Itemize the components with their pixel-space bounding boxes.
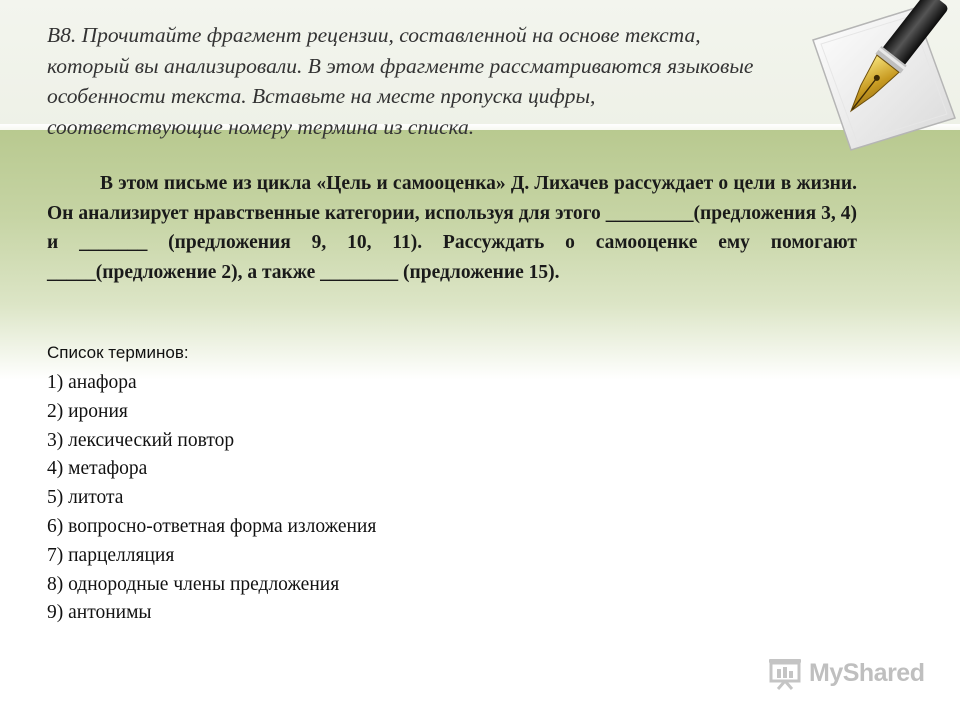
- answer-blank-4: ________: [320, 261, 399, 283]
- list-item: 3) лексический повтор: [47, 429, 235, 451]
- watermark-text: MyShared: [809, 658, 925, 687]
- list-item: 1) анафора: [47, 372, 137, 393]
- list-item: 8) однородные члены предложения: [47, 573, 340, 595]
- list-item: 9) антонимы: [47, 602, 152, 624]
- task-instruction: [47, 20, 857, 142]
- watermark: [767, 656, 924, 690]
- fragment-text-4: (предложения 3, 4) и: [47, 202, 857, 253]
- list-item: 5) литота: [47, 487, 124, 509]
- fragment-text-2: Цель и самооценка: [326, 173, 496, 194]
- terms-list: [47, 369, 376, 628]
- terms-title: Список терминов:: [47, 343, 189, 362]
- list-item: 7) парцелляция: [47, 544, 175, 566]
- fragment-text-5: (предложения 9, 10, 11). Рассуждать о самооценке ему помогают: [147, 232, 857, 253]
- task-line-4: соответствующие номеру термина из списка.: [47, 114, 475, 139]
- fragment-text-3: Д. Лихачев рассуждает о цели в жизни. Он анализирует нравственные категории, используя для этого: [47, 173, 858, 224]
- fragment-text-7: (предложение 15).: [398, 261, 560, 283]
- answer-blank-3: _____: [47, 261, 96, 283]
- list-item: 2) ирония: [47, 400, 128, 422]
- quote-close: »: [495, 173, 506, 194]
- answer-blank-2: _______: [79, 232, 148, 253]
- review-fragment: [47, 169, 857, 287]
- projector-icon: [767, 656, 803, 690]
- fragment-text-1: В этом письме из цикла: [100, 173, 317, 194]
- list-item: 4) метафора: [47, 458, 148, 480]
- answer-blank-1: _________: [605, 202, 694, 224]
- fragment-text-6: (предложение 2), а также: [95, 261, 321, 283]
- list-item: 6) вопросно-ответная форма изложения: [47, 515, 377, 537]
- fountain-pen-icon: [805, 0, 960, 155]
- task-line-1: В8. Прочитайте фрагмент рецензии, составленной на основе текста,: [47, 23, 701, 47]
- task-line-3: особенности текста. Вставьте на месте пропуска цифры,: [47, 84, 596, 108]
- quote-open: «: [316, 173, 327, 194]
- task-line-2: который вы анализировали. В этом фрагменте рассматриваются языковые: [47, 53, 754, 78]
